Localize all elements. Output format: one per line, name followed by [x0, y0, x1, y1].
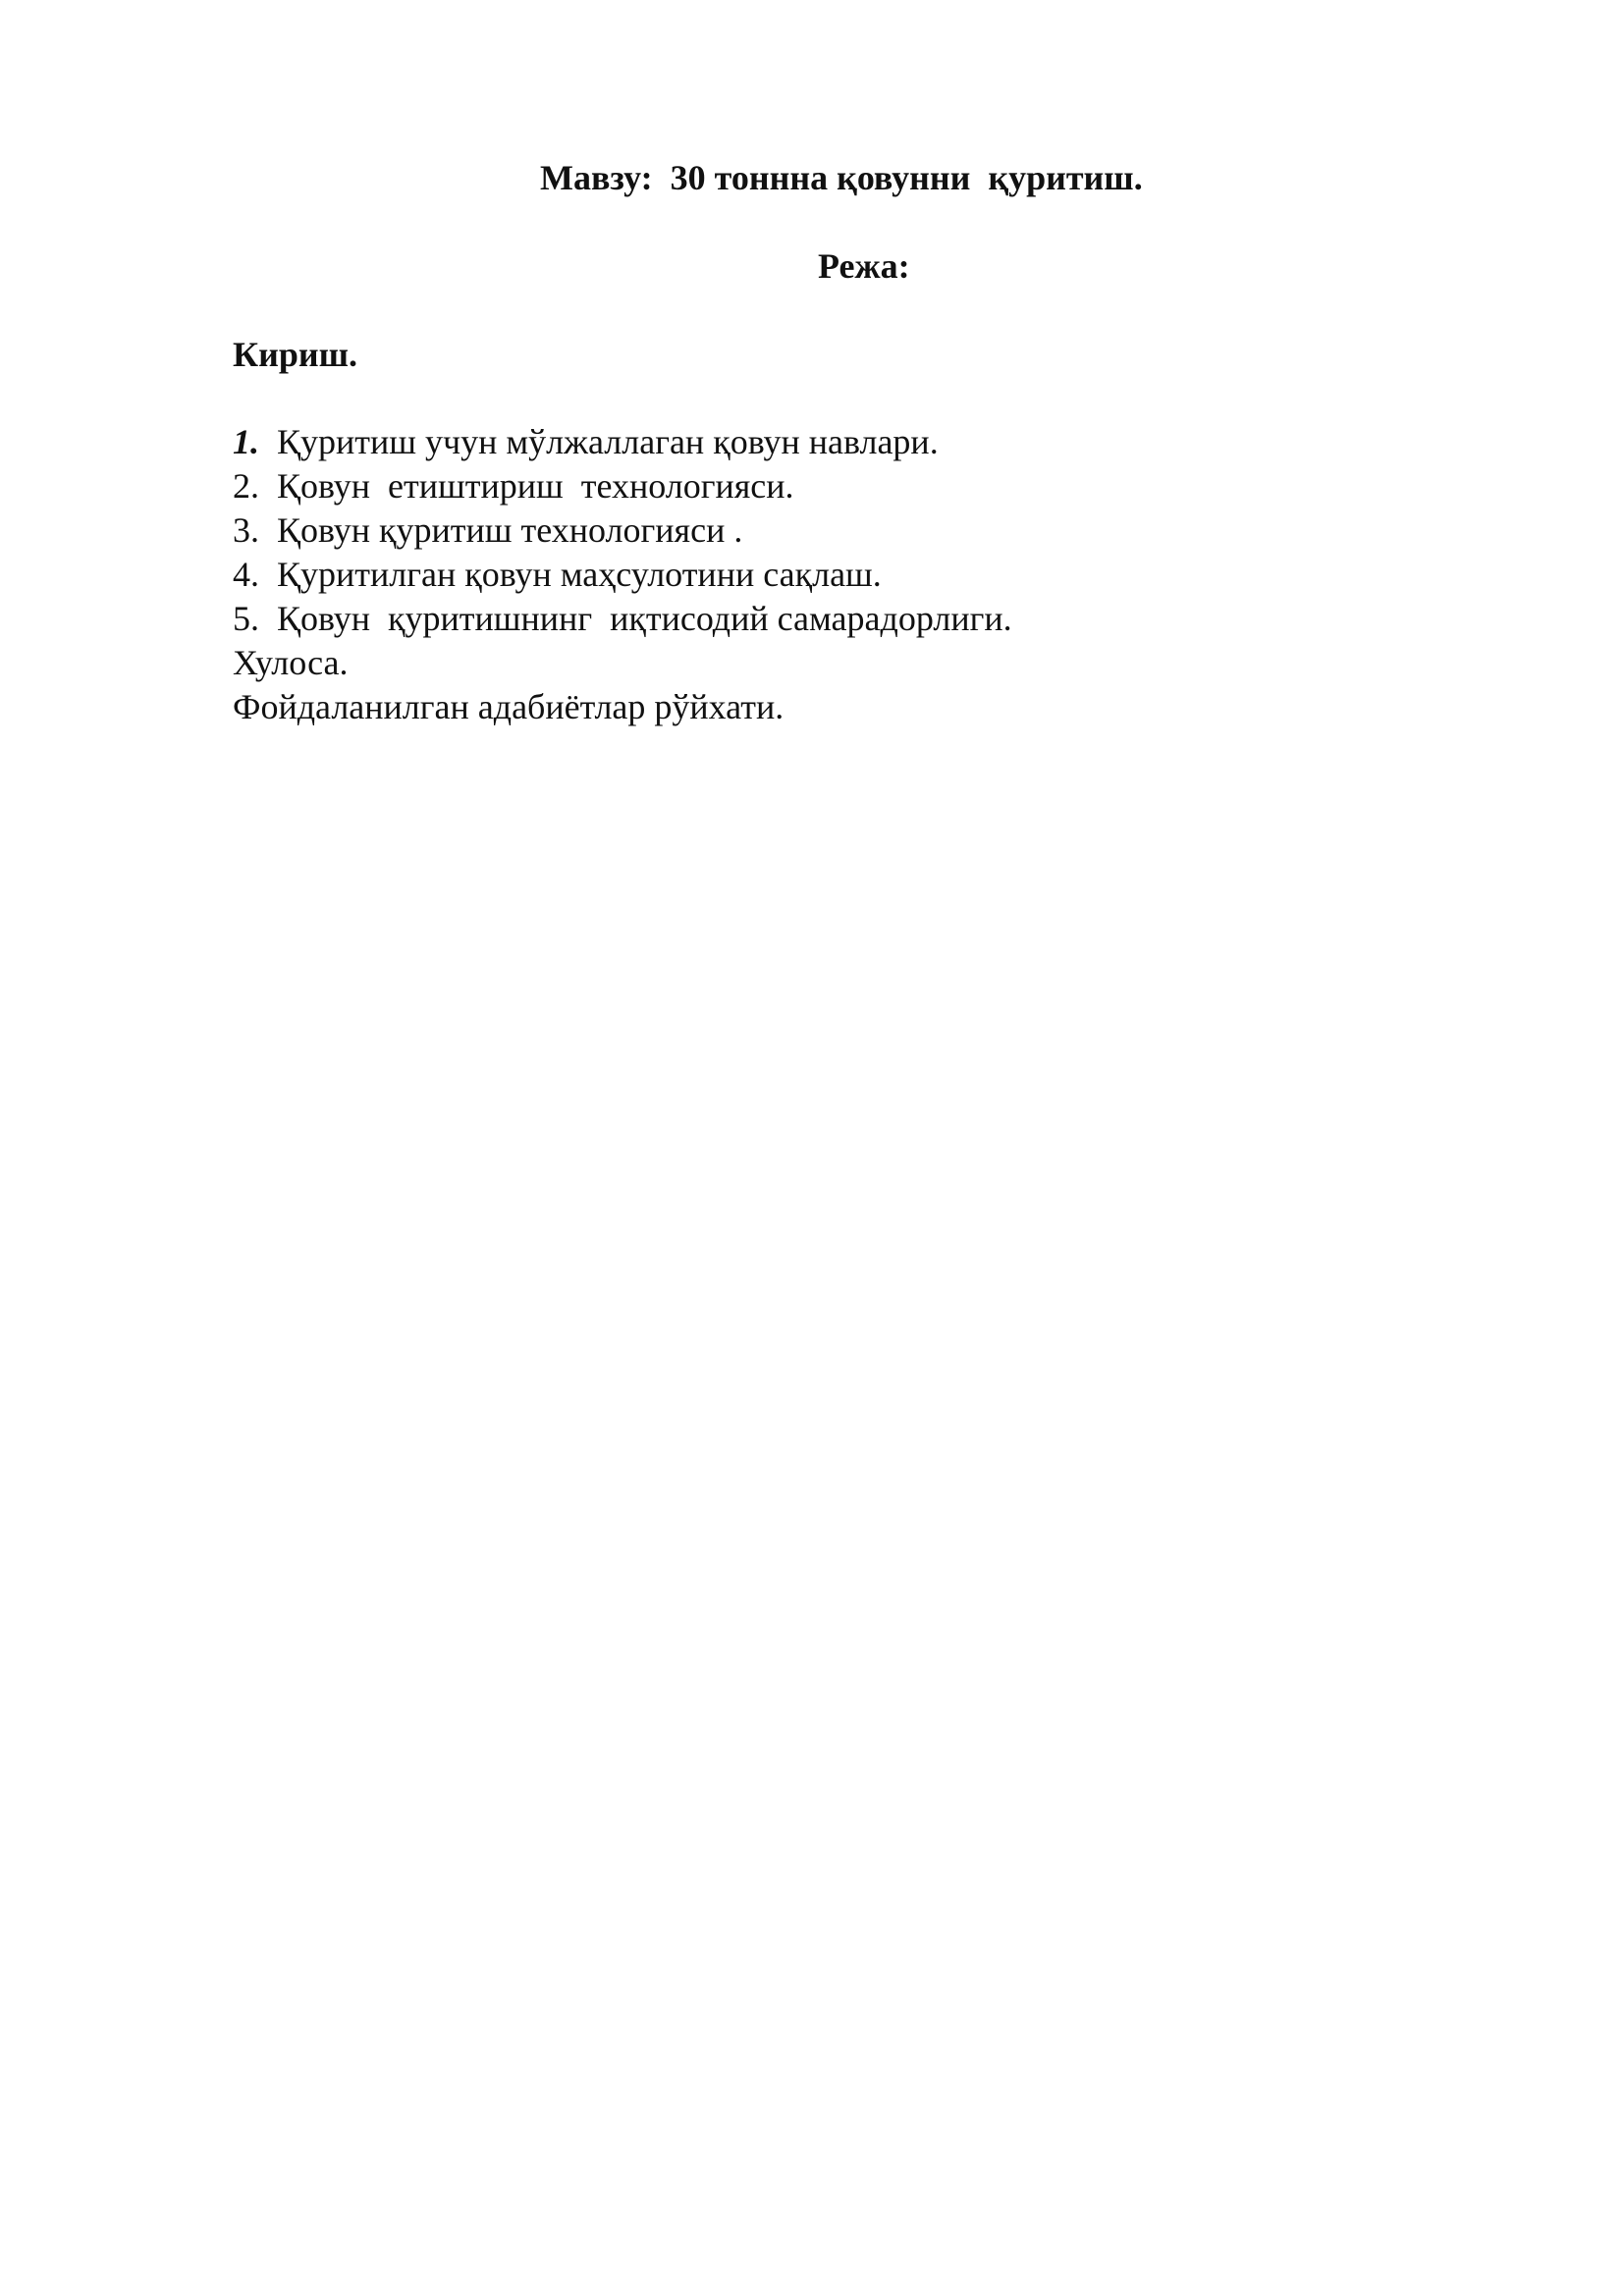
conclusion-line: Хулоса. [233, 643, 349, 682]
closing-section [233, 641, 784, 729]
introduction-heading: Кириш. [233, 335, 358, 374]
plan-item-text: Қовун етиштириш технологияси. [277, 466, 794, 506]
plan-item-number: 5. [233, 599, 259, 638]
plan-item [233, 464, 1012, 508]
plan-item-number: 2. [233, 466, 259, 506]
plan-item [233, 420, 1012, 464]
plan-item-number: 4. [233, 555, 259, 594]
plan-item [233, 553, 1012, 597]
plan-item-text: Қуритиш учун мўлжаллаган қовун навлари. [277, 422, 939, 461]
plan-item-text: Қуритилган қовун маҳсулотини сақлаш. [277, 555, 882, 594]
plan-item [233, 508, 1012, 553]
references-line: Фойдаланилган адабиётлар рўйхати. [233, 687, 784, 726]
plan-item-text: Қовун қуритишнинг иқтисодий самарадорлиги. [277, 599, 1012, 638]
plan-item-number: 3. [233, 510, 259, 550]
plan-item-text: Қовун қуритиш технологияси . [277, 510, 743, 550]
plan-list [233, 420, 1012, 641]
document-title: Мавзу: 30 тоннна қовунни қуритиш. [540, 158, 1143, 197]
plan-heading: Режа: [818, 246, 910, 286]
plan-item-number: 1. [233, 422, 259, 461]
plan-item [233, 597, 1012, 641]
